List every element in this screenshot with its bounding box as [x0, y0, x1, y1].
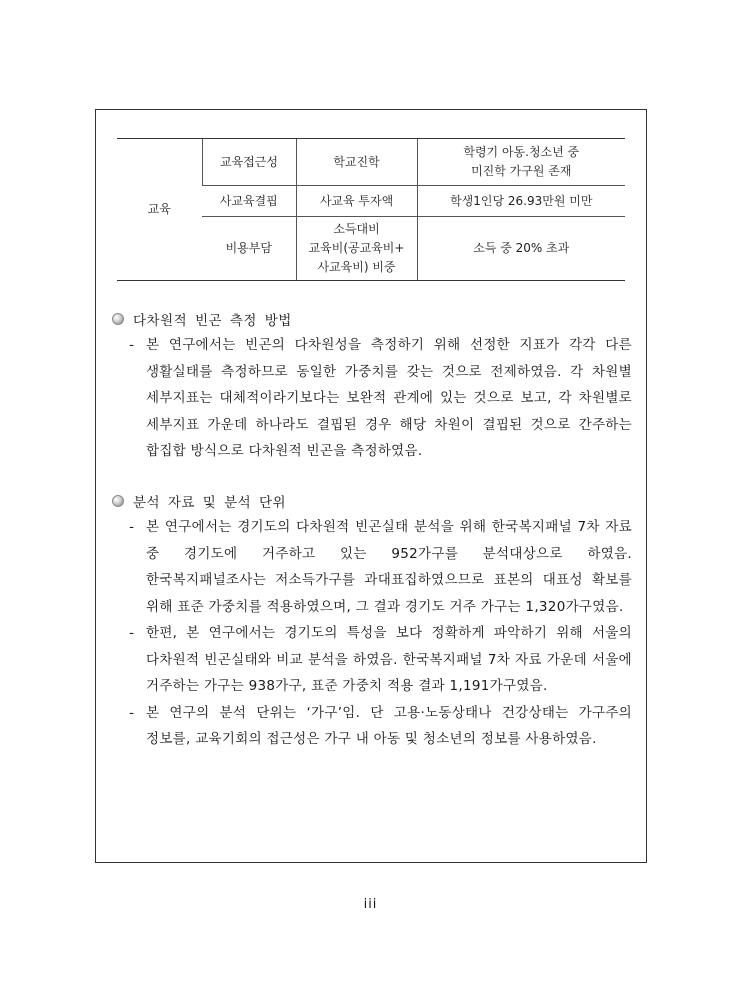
dash-marker: -	[129, 704, 134, 721]
dimension-cell: 사교육결핍	[202, 186, 296, 217]
dash-marker: -	[129, 519, 134, 535]
table-row	[117, 139, 625, 186]
list-item	[112, 514, 632, 620]
list-item-text: 본 연구에서는 빈곤의 다차원성을 측정하기 위해 선정한 지표가 각각 다른 생활실태를 측정하므로 동일한 가중치를 갖는 것으로 전제하였음. 각 차원별 세부지표는 대체적이라기보다는 보완적 관계에 있는 것으로 보고, 각 차원별로 세부지표 가운데 하나라도 결핍된 경우 해당 차원이 결핍된 것으로 간주하는 합집합 방식으로 다차원적 빈곤을 측정하였음.	[146, 337, 632, 459]
list-item	[112, 700, 632, 753]
bullet-icon	[112, 313, 124, 325]
bullet-icon	[112, 495, 124, 507]
list-item-text: 한편, 본 연구에서는 경기도의 특성을 보다 정확하게 파악하기 위해 서울의 다차원적 빈곤실태와 비교 분석을 하였음. 한국복지패널 7차 자료 가운데 서울에 거주하는 가구는 938가구, 표준 가중치 적용 결과 1,191가구였음.	[146, 625, 632, 694]
indicator-cell: 사교육 투자액	[296, 186, 417, 217]
dash-marker: -	[129, 625, 134, 641]
list-item-text: 본 연구의 분석 단위는 ‘가구’임. 단 고용·노동상태나 건강상태는 가구주의 정보를, 교육기회의 접근성은 가구 내 아동 및 청소년의 정보를 사용하였음.	[146, 704, 632, 747]
section-data-and-unit	[112, 488, 632, 753]
criterion-cell: 학생1인당 26.93만원 미만	[417, 186, 625, 217]
section-title-text: 다차원적 빈곤 측정 방법	[133, 313, 292, 329]
indicator-cell: 학교진학	[296, 139, 417, 186]
list-item	[112, 332, 632, 465]
list-item	[112, 620, 632, 700]
dash-marker: -	[129, 337, 134, 353]
indicator-table	[117, 138, 625, 281]
criterion-cell: 학령기 아동.청소년 중 미진학 가구원 존재	[417, 139, 625, 186]
criterion-cell: 소득 중 20% 초과	[417, 217, 625, 281]
indicator-cell: 소득대비 교육비(공교육비+ 사교육비) 비중	[296, 217, 417, 281]
dimension-cell: 비용부담	[202, 217, 296, 281]
domain-cell: 교육	[117, 139, 202, 281]
list-item-text: 본 연구에서는 경기도의 다차원적 빈곤실태 분석을 위해 한국복지패널 7차 자료 중 경기도에 거주하고 있는 952가구를 분석대상으로 하였음. 한국복지패널조사는 저소득가구를 과대표집하였으므로 표본의 대표성 확보를 위해 표준 가중치를 적용하였으며, 그 결과 경기도 거주 가구는 1,320가구였음.	[146, 519, 632, 615]
section-title	[112, 306, 632, 332]
section-title-text: 분석 자료 및 분석 단위	[133, 495, 287, 511]
dimension-cell: 교육접근성	[202, 139, 296, 186]
section-measurement-method	[112, 306, 632, 465]
section-title	[112, 488, 632, 514]
page-number: iii	[363, 897, 378, 912]
